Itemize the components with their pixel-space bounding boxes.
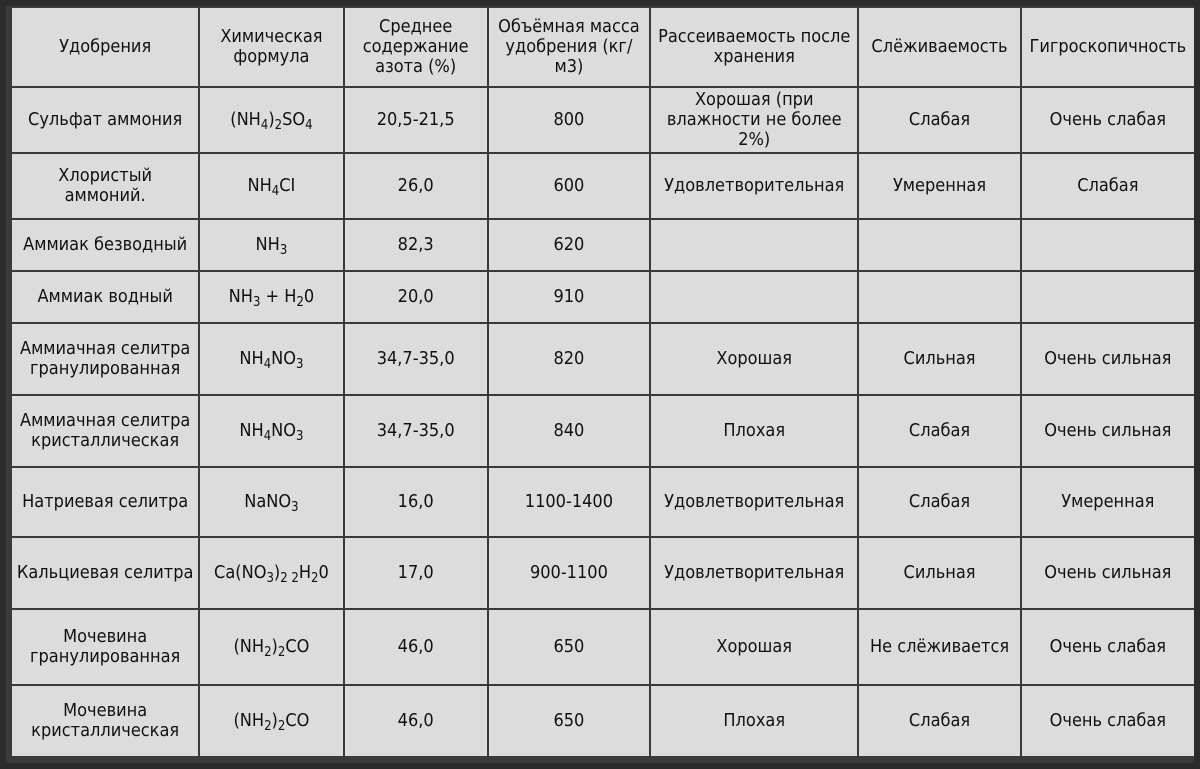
cell-bulk-mass: 800	[489, 88, 649, 152]
cell-fertilizer: Натриевая селитра	[12, 468, 198, 536]
cell-spreadability	[651, 272, 857, 322]
cell-caking: Слабая	[859, 396, 1019, 466]
header-caking: Слёживаемость	[859, 8, 1019, 86]
cell-spreadability: Удовлетворительная	[651, 538, 857, 608]
cell-spreadability: Плохая	[651, 396, 857, 466]
cell-nitrogen: 46,0	[345, 610, 487, 684]
cell-bulk-mass: 600	[489, 154, 649, 218]
table-row	[12, 88, 1194, 152]
table-row	[12, 396, 1194, 466]
table-row	[12, 686, 1194, 756]
table-frame	[6, 6, 1194, 763]
cell-fertilizer: Аммиак водный	[12, 272, 198, 322]
cell-nitrogen: 26,0	[345, 154, 487, 218]
cell-fertilizer: Аммиачная селитра кристаллическая	[12, 396, 198, 466]
cell-spreadability: Хорошая	[651, 324, 857, 394]
cell-spreadability: Хорошая	[651, 610, 857, 684]
cell-bulk-mass: 910	[489, 272, 649, 322]
cell-formula: $NH_4NO_3$	[200, 324, 342, 394]
header-formula: Химическая формула	[200, 8, 342, 86]
cell-caking: Слабая	[859, 468, 1019, 536]
cell-fertilizer: Кальциевая селитра	[12, 538, 198, 608]
cell-formula: $NH_4CI$	[200, 154, 342, 218]
cell-bulk-mass: 650	[489, 610, 649, 684]
cell-formula: $Ca(NO_3)_{2 2}H_20$	[200, 538, 342, 608]
cell-spreadability: Плохая	[651, 686, 857, 756]
cell-hygroscopicity	[1022, 272, 1194, 322]
cell-hygroscopicity: Очень сильная	[1022, 396, 1194, 466]
cell-caking	[859, 272, 1019, 322]
cell-spreadability: Удовлетворительная	[651, 154, 857, 218]
cell-caking: Сильная	[859, 324, 1019, 394]
cell-bulk-mass: 820	[489, 324, 649, 394]
cell-formula: $NH_4NO_3$	[200, 396, 342, 466]
table-row	[12, 220, 1194, 270]
table-row	[12, 538, 1194, 608]
fertilizer-table	[10, 6, 1196, 758]
cell-nitrogen: 20,5-21,5	[345, 88, 487, 152]
cell-formula: $(NH_2)_2CO$	[200, 686, 342, 756]
header-fertilizer: Удобрения	[12, 8, 198, 86]
table-row	[12, 468, 1194, 536]
cell-nitrogen: 82,3	[345, 220, 487, 270]
cell-hygroscopicity: Слабая	[1022, 154, 1194, 218]
cell-fertilizer: Аммиачная селитра гранулированная	[12, 324, 198, 394]
cell-caking: Слабая	[859, 686, 1019, 756]
table-row	[12, 324, 1194, 394]
cell-formula: $(NH_2)_2CO$	[200, 610, 342, 684]
cell-fertilizer: Хлористый аммоний.	[12, 154, 198, 218]
cell-fertilizer: Мочевина кристаллическая	[12, 686, 198, 756]
cell-hygroscopicity: Очень сильная	[1022, 538, 1194, 608]
cell-hygroscopicity: Очень сильная	[1022, 324, 1194, 394]
cell-caking: Слабая	[859, 88, 1019, 152]
cell-caking: Умеренная	[859, 154, 1019, 218]
cell-spreadability: Хорошая (при влажности не более 2%)	[651, 88, 857, 152]
cell-caking: Сильная	[859, 538, 1019, 608]
cell-caking	[859, 220, 1019, 270]
cell-hygroscopicity: Умеренная	[1022, 468, 1194, 536]
cell-fertilizer: Аммиак безводный	[12, 220, 198, 270]
table-row	[12, 272, 1194, 322]
header-nitrogen: Среднее содержание азота (%)	[345, 8, 487, 86]
cell-bulk-mass: 650	[489, 686, 649, 756]
table-row	[12, 610, 1194, 684]
cell-nitrogen: 46,0	[345, 686, 487, 756]
cell-bulk-mass: 840	[489, 396, 649, 466]
cell-bulk-mass: 620	[489, 220, 649, 270]
cell-spreadability	[651, 220, 857, 270]
cell-formula: $(NH_4)_2SO_4$	[200, 88, 342, 152]
cell-formula: NaNO$_3$	[200, 468, 342, 536]
cell-nitrogen: 34,7-35,0	[345, 396, 487, 466]
cell-hygroscopicity: Очень слабая	[1022, 686, 1194, 756]
header-spreadability: Рассеиваемость после хранения	[651, 8, 857, 86]
cell-formula: $NH_3$	[200, 220, 342, 270]
cell-bulk-mass: 1100-1400	[489, 468, 649, 536]
cell-nitrogen: 17,0	[345, 538, 487, 608]
cell-fertilizer: Сульфат аммония	[12, 88, 198, 152]
table-row	[12, 154, 1194, 218]
cell-nitrogen: 16,0	[345, 468, 487, 536]
cell-nitrogen: 34,7-35,0	[345, 324, 487, 394]
cell-hygroscopicity: Очень слабая	[1022, 88, 1194, 152]
cell-bulk-mass: 900-1100	[489, 538, 649, 608]
header-hygroscopicity: Гигроскопичность	[1022, 8, 1194, 86]
header-bulk-mass: Объёмная масса удобрения (кг/м3)	[489, 8, 649, 86]
cell-hygroscopicity	[1022, 220, 1194, 270]
cell-formula: $NH_3 + H_20$	[200, 272, 342, 322]
cell-fertilizer: Мочевина гранулированная	[12, 610, 198, 684]
cell-caking: Не слёживается	[859, 610, 1019, 684]
cell-nitrogen: 20,0	[345, 272, 487, 322]
cell-spreadability: Удовлетворительная	[651, 468, 857, 536]
cell-hygroscopicity: Очень слабая	[1022, 610, 1194, 684]
header-row	[12, 8, 1194, 86]
